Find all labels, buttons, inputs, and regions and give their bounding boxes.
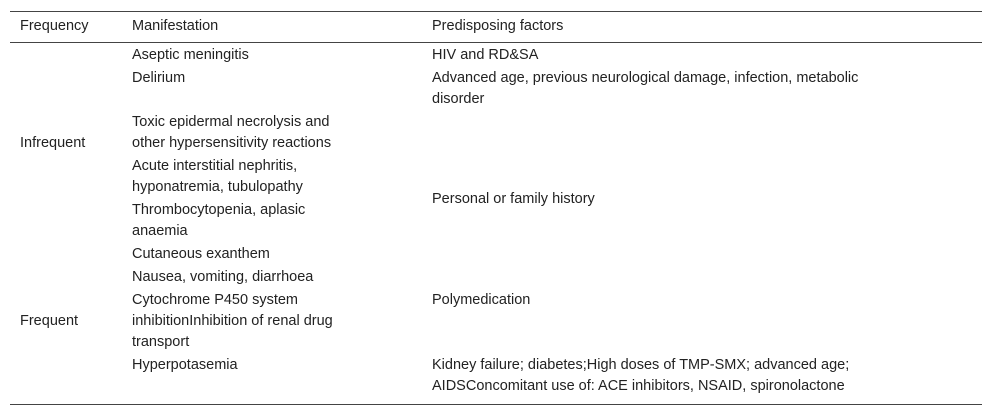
manifestation-line: hyponatremia, tubulopathy: [132, 179, 303, 195]
factor-line: disorder: [432, 91, 485, 107]
factor-personal-family-history: Personal or family history: [432, 191, 595, 207]
manifestation-toxic-epidermal-necrolysis: [132, 112, 331, 154]
manifestation-thrombocytopenia: [132, 200, 305, 242]
frequency-frequent: Frequent: [20, 313, 79, 329]
header-predisposing-factors: Predisposing factors: [432, 18, 564, 34]
factor-advanced-age: [432, 68, 858, 110]
factor-line: AIDSConcomitant use of: ACE inhibitors, NSAID, spironolactone: [432, 378, 845, 394]
factor-hiv: HIV and RD&SA: [432, 47, 539, 63]
factor-line: Advanced age, previous neurological damage, infection, metabolic: [432, 70, 859, 86]
manifestation-delirium: Delirium: [132, 70, 186, 86]
table-top-rule: [10, 11, 982, 12]
header-rule: [10, 42, 982, 43]
manifestation-nausea-vomiting: Nausea, vomiting, diarrhoea: [132, 269, 314, 285]
manifestation-cutaneous-exanthem: Cutaneous exanthem: [132, 246, 270, 262]
manifestation-line: other hypersensitivity reactions: [132, 135, 332, 151]
table-bottom-rule: [10, 404, 982, 405]
frequency-infrequent: Infrequent: [20, 135, 86, 151]
header-frequency: Frequency: [20, 18, 89, 34]
manifestation-line: Cytochrome P450 system: [132, 292, 299, 308]
manifestation-line: inhibitionInhibition of renal drug: [132, 313, 333, 329]
manifestation-aseptic-meningitis: Aseptic meningitis: [132, 47, 249, 63]
manifestation-line: anaemia: [132, 223, 188, 239]
manifestation-line: Thrombocytopenia, aplasic: [132, 202, 306, 218]
manifestation-line: Acute interstitial nephritis,: [132, 158, 298, 174]
manifestation-line: Toxic epidermal necrolysis and: [132, 114, 330, 130]
manifestation-hyperpotasemia: Hyperpotasemia: [132, 357, 238, 373]
factor-kidney-failure: [432, 355, 849, 397]
factor-polymedication: Polymedication: [432, 292, 531, 308]
factor-line: Kidney failure; diabetes;High doses of TMP-SMX; advanced age;: [432, 357, 850, 373]
manifestation-cytochrome-p450: [132, 290, 333, 353]
manifestation-line: transport: [132, 334, 190, 350]
header-manifestation: Manifestation: [132, 18, 219, 34]
manifestation-acute-interstitial-nephritis: [132, 156, 303, 198]
